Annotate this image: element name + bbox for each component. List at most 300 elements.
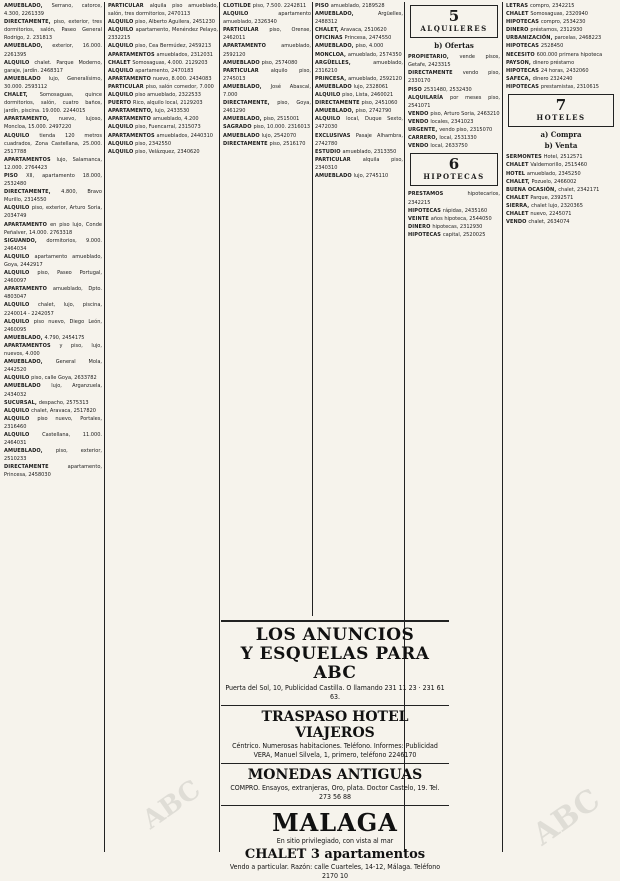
classified-ad [506,83,616,91]
classified-ad [223,132,311,140]
classified-ad-text: amueblado, 2592120 [348,75,402,82]
classified-ad-text: tienda 120 metros cuadrados, Zona Castellana, 25.000. 2517788 [4,132,102,155]
classified-ad [108,132,218,140]
classified-ad-lead: PAYSON, [506,59,533,66]
classified-ad-text: piso, 2574080 [261,59,298,66]
classified-ad-text: local, 2531330 [439,135,477,142]
classified-ad [4,221,102,237]
classified-ad [315,51,403,59]
classified-ad [315,107,403,115]
classified-ad-text: piso, exterior, Arturo Soria, 2034749 [4,205,102,220]
classified-ad-text: chalet lujo, 2320365 [531,202,583,209]
classified-ad-text: lujo, 2745110 [353,172,389,179]
section-subheading: a) Compra [540,130,582,140]
classified-ad-text: Castellana, 11.000. 2464031 [4,431,102,447]
classified-ad [108,123,218,131]
section-6-header [410,153,498,186]
classified-ad-lead: DIRECTAMENTE, [4,19,54,26]
classified-ad [4,59,102,75]
classified-ad-lead: ALQUILO [4,375,32,382]
classified-ad-lead: VENDO [408,118,431,125]
classified-ad [4,42,102,58]
column-6b-listings [506,153,616,226]
classified-ad-lead: ALQUILO [4,205,32,212]
classified-ad-text: local, Duque Sexto, 2472030 [315,116,403,131]
classified-ad-lead: AMUEBLADO, [315,108,356,115]
section-number: 5 [448,7,460,25]
classified-ad [4,156,102,172]
classified-ad-lead: ALQUILO [4,302,39,309]
classified-ad [506,18,616,26]
classified-ad-text: piso, 7.500. 2242811 [252,3,307,9]
abc-ad-title: LOS ANUNCIOS [255,625,415,645]
classified-ad [315,2,403,10]
section-subheading: b) Ofertas [434,41,474,51]
classified-ad-lead: APARTAMENTOS [4,156,57,163]
classified-ad-text: amueblado, Dpto. 4803047 [4,286,102,301]
classified-ad-lead: VENDO [506,219,529,226]
classified-ad-lead: AMUEBLADO [223,132,262,139]
classified-ad [506,42,616,50]
classified-ad-lead: OFICINAS [315,35,345,42]
abc-ad-text: Puerta del Sol, 10, Publicidad Castilla. O llamando 231 11 23 · 231 61 63. [225,684,445,701]
column-divider [104,2,105,852]
classified-ad-text: Argüelles, 2488312 [315,11,403,26]
classified-ad-text: piso, Orense, 2462011 [223,27,311,42]
classified-ad [4,431,102,447]
classified-ad-text: lujo, 2433530 [154,108,190,115]
classified-ad-lead: HIPOTECAS [506,19,541,26]
classified-ad [223,26,311,42]
classified-ad [506,210,616,218]
classified-ad-lead: AMUEBLADO, [315,43,356,50]
classified-ad [408,118,500,126]
classified-ad-lead: DINERO [506,27,531,34]
classified-ad [315,75,403,83]
classified-ad-lead: HIPOTECAS [408,231,443,238]
classified-ad-text: vendo piso, 2330170 [408,70,500,85]
classified-ad-lead: DIRECTAMENTE [408,70,463,77]
classified-ad-text: Princesa, 2474550 [344,35,392,42]
classified-ad-lead: PUERTO [108,100,133,107]
classified-ad-lead: ALQUILO [108,67,136,74]
classified-ad-text: local, 2633750 [430,143,468,150]
classified-ad-text: prestamistas, 2310615 [540,83,600,90]
classified-ad-lead: DIRECTAMENTE, [223,100,278,107]
classified-ad-lead: APARTAMENTO [4,221,51,228]
classified-ad [4,2,102,18]
classified-ad-text: apartamento, 2470183 [135,67,194,74]
classified-ad-text: despacho, 2575313 [38,399,89,406]
classified-ad [4,253,102,269]
column-5b-listings [408,190,500,239]
classified-ad [108,18,218,26]
classified-ad-lead: SIGUANDO, [4,237,47,244]
classified-ad [223,115,311,123]
classified-ad-lead: VENDO [408,110,431,117]
classified-ad-lead: APARTAMENTO [108,116,153,123]
classified-ad-lead: BUENA OCASIÓN, [506,186,559,193]
classified-ad [408,94,500,110]
section-label: HIPOTECAS [423,172,485,182]
classified-ad [4,237,102,253]
classified-ad-text: y piso, lujo, nuevos, 4.000 [4,342,102,358]
classified-ad-text: Hotel, 2512571 [543,154,583,161]
classified-ad [4,399,102,407]
classified-ad-lead: AMUEBLADO, [4,448,56,455]
classified-ad-lead: ALQUILO [4,431,43,438]
classified-ad-lead: CLOTILDE [223,3,253,9]
classified-ad [4,75,102,91]
classified-ad-lead: DINERO [408,223,433,230]
classified-ad [4,318,102,334]
classified-ad [108,83,218,91]
classified-ad-lead: AMUEBLADO, [223,116,264,123]
section-label: HOTELES [536,113,586,123]
section-subheading: b) Venta [544,141,578,151]
classified-ad-text: piso, Cea Bermúdez, 2459213 [135,43,212,50]
malaga-ad-title: MALAGA [221,805,449,836]
classified-ad-lead: ALQUILO [108,92,136,99]
classified-ad [315,59,403,75]
traspaso-ad-title: TRASPASO HOTEL VIAJEROS [221,705,449,741]
classified-ad-text: 4.800, Bravo Murillo, 2314550 [4,189,102,204]
classified-ad-text: lujo, 2328061 [353,83,389,90]
classified-ad [315,148,403,156]
classified-ad [223,42,311,58]
classified-ad-text: alquila piso amueblado, salón, tres dormitorios, 2470113 [108,3,218,18]
classified-ad [506,34,616,42]
classified-ad-lead: AMUEBLADO [4,75,49,82]
classified-ad-text: Somosaguas, 2320940 [530,11,588,18]
classified-ad-lead: PISO [4,172,27,179]
column-1-listings [4,2,102,480]
classified-ad [506,202,616,210]
classified-ad-lead: AMUEBLADO [315,172,354,179]
classified-ad [315,156,403,172]
classified-ad [408,215,500,223]
classified-ad-lead: PARTICULAR [108,83,146,90]
classified-ad [506,186,616,194]
classifieds-column-4 [315,2,403,616]
classified-ad [4,342,102,358]
classified-ad-lead: APARTAMENTO [223,43,282,50]
classified-ad-lead: ALQUILO [4,407,32,414]
classified-ad-lead: NECESITO [506,51,537,58]
classified-ad-text: piso, 4.000 [355,43,384,50]
classified-ad-lead: PARTICULAR [223,27,270,34]
classified-ad [506,170,616,178]
classified-ad [408,86,500,94]
classified-ad-lead: HOTEL [506,170,527,177]
classified-ad-lead: URBANIZACIÓN, [506,35,555,42]
section-7-header [508,94,614,127]
classified-ad-lead: PARTICULAR [108,3,150,9]
classified-ad [506,26,616,34]
monedas-ad-text: COMPRO. Ensayos, extranjeras, Oro, plata. Doctor Castelo, 19. Tel. 273 56 88 [230,784,440,801]
classified-ad-lead: AMUEBLADO [315,83,354,90]
classified-ad [315,10,403,26]
column-2-listings [108,2,218,156]
classified-ad-text: amueblado, 2574350 [347,51,402,58]
classified-ad [223,99,311,115]
classified-ad-text: piso, Goya, 2461290 [223,100,311,115]
abc-watermark: ABC [137,774,207,836]
classified-ad-lead: APARTAMENTO [4,286,53,293]
classified-ad-text: en piso lujo, Conde Peñalver, 14.000. 2763318 [4,221,102,236]
classified-ad-text: amueblado, 2313350 [342,148,397,155]
classified-ad-lead: ALQUILO [108,140,136,147]
classified-ad-text: chalet, 2342171 [558,186,600,193]
classified-ad-text: chalet, lujo, piscina, 2240014 - 2242057 [4,302,102,317]
classified-ad-lead: PARTICULAR [315,156,363,163]
classified-ad [108,59,218,67]
classified-ad-text: apartamento amueblado, Goya, 2442917 [4,253,102,268]
classified-ad-text: por meses piso, 2541071 [408,94,500,109]
classified-ad-lead: EXCLUSIVAS [315,132,356,139]
classified-ad-lead: LETRAS [506,3,530,9]
classified-ad-lead: SAFECA, [506,75,533,82]
classified-ad-lead: AMUEBLADO, [4,359,56,366]
classified-ad-text: vendo piso, 2315070 [439,127,493,134]
classified-ad [506,153,616,161]
classified-ad-text: piso, 2516170 [269,140,306,147]
classified-ad-text: apartamento, Princesa, 2458030 [4,464,102,479]
classified-ad-lead: HIPOTECAS [506,67,541,74]
classified-ad-text: 24 horas, 2432060 [540,67,589,74]
classified-ad-lead: APARTAMENTO, [108,108,155,115]
classified-ad [315,91,403,99]
classified-ad [4,374,102,382]
classified-ad-text: Pozuelo, 2466002 [531,178,577,185]
classified-ad [223,83,311,99]
classified-ad-lead: ALQUILO [315,92,343,99]
classified-ad-lead: ALQUILO [4,253,35,260]
classified-ad-text: lujo, Salamanca, 12.000. 2764423 [4,156,102,171]
classified-ad [108,140,218,148]
classified-ad [506,2,616,10]
classified-ad-lead: AMUEBLADO, [4,3,52,9]
traspaso-ad-text: Céntrico. Numerosas habitaciones. Teléfono. Informes: Publicidad VERA, Manuel Silvela, 1, primero, teléfono 2246170 [232,742,438,759]
classified-ad [108,67,218,75]
classified-ad-lead: DIRECTAMENTE [223,140,270,147]
classified-ad-text: lujo, Arganzuela, 2434032 [4,383,102,398]
column-5-listings [408,53,500,150]
classified-ad-lead: APARTAMENTOS [108,132,157,139]
classified-ad-lead: ALQUILO [4,270,38,277]
classified-ad-text: lujo, Generalísimo, 30.000. 2593112 [4,75,102,90]
classified-ad-lead: PARTICULAR [223,67,271,74]
classified-ad [4,285,102,301]
classified-ad [4,447,102,463]
classified-ad-text: XII, apartamento 18.000, 2532480 [4,172,102,188]
classified-ad-lead: CHALET [506,194,531,201]
classified-ad-lead: ALQUILO [315,116,347,123]
classified-ad-text: piso, Arturo Soria, 2463210 [430,110,500,117]
classified-ad-text: parcelas, 2468223 [554,35,602,42]
classified-ad-text: 4.790, 2454175 [44,334,85,341]
classified-ad-lead: HIPOTECAS [408,207,443,214]
classified-ad [4,91,102,115]
classified-ad-lead: AMUEBLADO, [4,43,53,50]
classified-ad [408,126,500,134]
classified-ad-lead: CHALET [506,11,531,18]
display-ads-block [221,620,449,880]
classified-ad-text: piso, 2342550 [135,140,172,147]
classified-ad-lead: DIRECTAMENTE, [4,189,62,196]
classified-ad-text: dinero 2324240 [532,75,573,82]
classified-ad [506,161,616,169]
classified-ad-lead: SERMONTES [506,154,544,161]
classified-ad [506,67,616,75]
classified-ad-lead: AMUEBLADO [4,383,52,390]
classified-ad-lead: CHALET [506,162,531,169]
classified-ad-text: compro, 2534230 [540,19,586,26]
classified-ad-lead: DIRECTAMENTE [315,100,362,107]
classified-ad [4,463,102,479]
classified-ad [315,42,403,50]
classified-ad-text: amueblado, 2189528 [330,3,385,9]
classified-ad [4,382,102,398]
column-divider [502,2,503,852]
classified-ad-text: amueblado, 2345250 [526,170,581,177]
section-label: ALQUILERES [420,24,488,33]
classified-ad-lead: PISO [315,3,331,9]
classified-ad [108,2,218,18]
classified-ad [506,75,616,83]
classified-ad-text: Serrano, catorce, 4.300, 2261339 [4,3,102,18]
classified-ad-text: Somosaguas, 4.000. 2129203 [132,59,208,66]
classified-ad-lead: ALQUILARÍA [408,94,451,101]
classified-ad-text: piso amueblado, 2322533 [135,92,201,99]
classified-ad [408,110,500,118]
classified-ad [315,99,403,107]
classified-ad [4,188,102,204]
column-3-listings [223,2,311,148]
classified-ad [4,301,102,317]
section-5-header [410,5,498,38]
classified-ad-text: 2531480, 2532430 [423,86,472,93]
section-number: 6 [448,155,460,174]
classified-ad-lead: ALQUILO [4,59,35,66]
classified-ad [506,10,616,18]
column-6-listings [506,2,616,91]
classified-ad-text: alquila piso, 2340310 [315,156,403,171]
classified-ad-text: apartamento, Menéndez Pelayo, 2332215 [108,27,218,42]
classified-ad-text: piso nuevo, Portales, 2316460 [4,415,102,430]
classified-ad-text: hipotecas, 2312930 [432,223,483,230]
classified-ad-text: Rico, alquilo local, 2129203 [133,100,203,107]
classified-ad-text: rápidas, 2435160 [442,207,488,214]
classified-ad [4,18,102,42]
classified-ad-lead: ALQUILO [108,19,136,26]
abc-ad-subtitle: Y ESQUELAS PARA ABC [240,644,430,683]
classifieds-column-1 [4,2,102,852]
classified-ad-text: chalet. Parque Moderno, garaje, jardín. 2468317 [4,59,102,74]
classified-ad-text: piso, Fuencarral, 2315073 [135,124,201,131]
classified-ad-text: dinero préstamo [532,59,575,66]
classified-ad [108,107,218,115]
classified-ad-lead: CARRERO, [408,135,440,142]
classified-ad-lead: APARTAMENTO, [4,116,59,123]
section-number: 7 [555,96,567,115]
classified-ad-text: piso, calle Goya, 2633782 [31,375,97,382]
classified-ad [108,99,218,107]
classified-ad [4,334,102,342]
classified-ad-lead: ALQUILO [108,124,136,131]
classified-ad [4,407,102,415]
classified-ad-text: hipotecarios, 2342215 [408,191,500,206]
classified-ad-lead: HIPOTECAS [506,43,541,50]
classified-ad [315,83,403,91]
classified-ad [108,91,218,99]
classified-ad [108,148,218,156]
classifieds-column-3 [223,2,311,616]
classified-ad [4,204,102,220]
classified-ad-lead: ALQUILO [108,27,136,34]
classified-ad-lead: APARTAMENTOS [4,342,60,349]
classified-ad-text: amueblado, 2592120 [223,43,311,58]
classified-ad-text: locales, 2341023 [430,118,474,125]
classified-ad-text: capital, 2520025 [442,231,486,238]
classified-ad-lead: ALQUILO [108,148,136,155]
classified-ad-text: años hipoteca, 2544050 [430,215,492,222]
classified-ad-lead: HIPOTECAS [506,83,541,90]
classifieds-column-2 [108,2,218,852]
classified-ad-lead: PISO [408,86,424,93]
classified-ad [108,42,218,50]
classified-ad-lead: PROPIETARIO, [408,54,460,61]
classified-ad-text: piso, Lista, 2460021 [342,92,394,99]
classified-ad-lead: AMUEBLADO, [223,83,271,90]
classified-ad [223,140,311,148]
classified-ad-text: amueblados, 2312031 [156,51,213,58]
classified-ad [4,115,102,131]
classified-ad-text: General Mola, 2442520 [4,359,102,374]
classified-ad-lead: ARGÜELLES, [315,59,374,66]
classified-ad-text: chalet, 2634074 [528,219,570,226]
malaga-ad-text: Vendo a particular. Razón: calle Cuarteles, 14-12, Málaga. Teléfono 2170 10 [229,863,441,880]
classified-ad-lead: CHALET [506,210,531,217]
classified-ad [315,132,403,148]
classified-ad [408,53,500,69]
classified-ad [4,269,102,285]
classified-ad [408,134,500,142]
classified-ad-text: Parque, 2392571 [530,194,574,201]
classified-ad [506,59,616,67]
classified-ad-text: vende pisos, Getafe, 2423315 [408,54,500,69]
classified-ad-text: 600.000 primera hipoteca [536,51,603,58]
classified-ad-text: José Abascal, 7.000 [223,83,311,99]
classified-ad-lead: MONCLOA, [315,51,348,58]
classified-ad-lead: ALQUILO [4,132,40,139]
classified-ad-text: piso, Velázquez, 2340620 [135,148,200,155]
classified-ad-text: piso, exterior, tres dormitorios, salón, Paseo General Rodrigo, 2. 231813 [4,19,102,42]
classified-ad-lead: SIERRA, [506,202,532,209]
classified-ad [506,51,616,59]
classified-ad-text: 2528450 [540,43,564,50]
classified-ad [4,415,102,431]
classified-ad-text: Aravaca, 2510620 [340,27,387,34]
classified-ad-lead: SUCURSAL, [4,399,39,406]
classified-ad-lead: VEINTE [408,215,431,222]
classified-ad-text: amueblado, 4.200 [152,116,199,123]
classified-ad [108,115,218,123]
classified-ad [408,142,500,150]
classified-ad [408,69,500,85]
classified-ad-text: piso, Alberto Aguilera, 2451230 [135,19,215,26]
classified-ad-text: Pasaje Alhambra, 2742780 [315,132,403,147]
